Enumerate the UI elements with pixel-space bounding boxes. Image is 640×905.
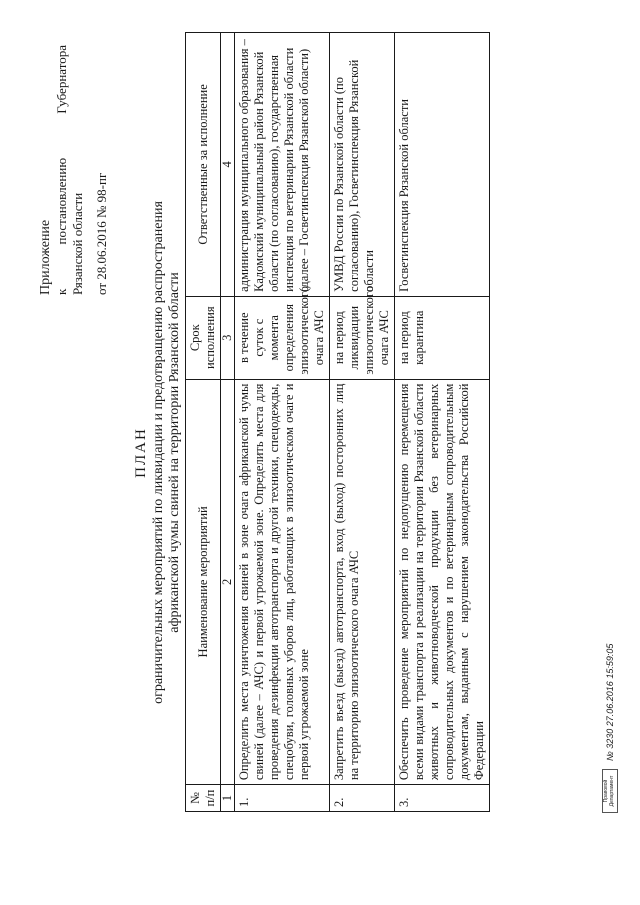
row-responsible: Госветинспекция Рязанской области [395, 33, 490, 297]
approval-line-2: Рязанской области [70, 192, 85, 295]
approval-block [38, 45, 110, 295]
column-number-row [221, 33, 235, 812]
approval-line-1: к постановлению Губернатора [54, 45, 69, 295]
table-row [235, 33, 330, 812]
header-term: Срок исполнения [186, 296, 221, 379]
row-number: 1. [235, 785, 330, 812]
plan-title [133, 30, 183, 875]
row-action: Определить места уничтожения свиней в зоне очага африканской чумы свиней (далее – АЧС) и первой угрожаемой зоне. Определить места для проведения дезинфекции автотранспорта и другой техники, спецодежды, спецобуви, головных уборов лиц, работающих в эпизоотическом очаге и первой угрожаемой зоне [235, 379, 330, 785]
table-row [330, 33, 395, 812]
header-number: № п/п [186, 785, 221, 812]
plan-subtitle-2: африканской чумы свиней на территории Рязанской области [167, 272, 182, 633]
column-number: 4 [221, 33, 235, 297]
legal-department-stamp: Правовой Департамент [602, 769, 618, 813]
row-number: 2. [330, 785, 395, 812]
row-term: в течение суток с момента определения эпизоотического очага АЧС [235, 296, 330, 379]
registration-footer [602, 644, 618, 813]
row-action: Обеспечить проведение мероприятий по недопущению перемещения всеми видами транспорта и реализации на территории Рязанской области животных и животноводческой продукции без ветеринарных сопроводительных документов и по ветеринарным сопроводительным документам, выданным с нарушением законодательства Российской Федерации [395, 379, 490, 785]
approval-title: Приложение [38, 219, 53, 295]
row-number: 3. [395, 785, 490, 812]
header-responsible: Ответственные за исполнение [186, 33, 221, 297]
row-responsible: администрация муниципального образования – Кадомский муниципальный район Рязанской области (по согласованию), государственная инспекция по ветеринарии Рязанской области (далее – Госветинспекция Рязанской области) [235, 33, 330, 297]
plan-heading: ПЛАН [133, 427, 149, 478]
row-term: на период ликвидации эпизоотического очага АЧС [330, 296, 395, 379]
measures-table [185, 32, 490, 812]
row-action: Запретить въезд (выезд) автотранспорта, вход (выход) посторонних лиц на территорию эпизоотического очага АЧС [330, 379, 395, 785]
column-number: 2 [221, 379, 235, 785]
approval-date: от 28.06.2016 № 98-пг [94, 172, 109, 295]
column-number: 3 [221, 296, 235, 379]
registration-number: № 3230 27.06.2016 15:59:05 [605, 643, 615, 761]
row-responsible: УМВД России по Рязанской области (по согласованию), Госветинспекция Рязанской области [330, 33, 395, 297]
column-number: 1 [221, 785, 235, 812]
header-action: Наименование мероприятий [186, 379, 221, 785]
table-row [395, 33, 490, 812]
plan-subtitle-1: ограничительных мероприятий по ликвидации и предотвращению распространения [151, 201, 166, 704]
row-term: на период карантина [395, 296, 490, 379]
table-header-row [186, 33, 221, 812]
